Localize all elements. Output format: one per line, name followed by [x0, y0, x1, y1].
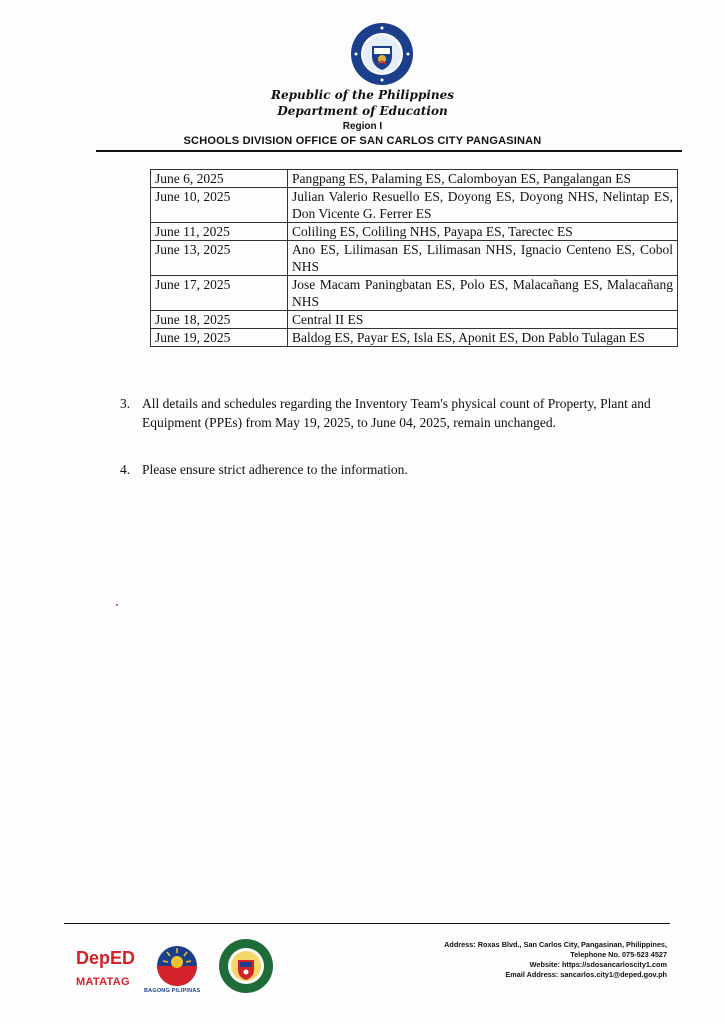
table-row [151, 170, 678, 188]
matatag-logo-text: MATATAG [76, 976, 130, 988]
region-heading: Region I [342, 121, 383, 132]
footer-address: Address: Roxas Blvd., San Carlos City, Pangasinan, Philippines, [444, 940, 667, 949]
schedule-date: June 10, 2025 [151, 188, 288, 223]
schedule-schools: Pangpang ES, Palaming ES, Calomboyan ES, Pangalangan ES [288, 170, 678, 188]
paragraph-3 [120, 394, 680, 434]
header-divider [96, 150, 682, 152]
schedule-date: June 17, 2025 [151, 276, 288, 311]
footer-logos [72, 938, 282, 1000]
table-row [151, 311, 678, 329]
republic-heading: Republic of the Philippines [270, 88, 455, 102]
paragraph-number: 3. [120, 396, 131, 411]
deped-seal-icon [350, 22, 414, 86]
schedule-date: June 13, 2025 [151, 241, 288, 276]
division-office-seal-icon [218, 938, 274, 994]
paragraph-text: All details and schedules regarding the Inventory Team's physical count of Property, Plant and Equipment (PPEs) from May 19, 2025, to June 04, 2025, remain unchanged. [142, 396, 651, 430]
bagong-pilipinas-text: BAGONG PILIPINAS [144, 988, 201, 994]
schedule-date: June 11, 2025 [151, 223, 288, 241]
schedule-schools: Jose Macam Paningbatan ES, Polo ES, Malacañang ES, Malacañang NHS [288, 276, 678, 311]
footer-email: Email Address: sancarlos.city1@deped.gov.ph [505, 970, 667, 979]
schedule-date: June 6, 2025 [151, 170, 288, 188]
table-row [151, 329, 678, 347]
schedule-schools: Central II ES [288, 311, 678, 329]
table-row [151, 188, 678, 223]
schedule-schools: Coliling ES, Coliling NHS, Payapa ES, Tarectec ES [288, 223, 678, 241]
schedule-date: June 19, 2025 [151, 329, 288, 347]
schedule-schools: Julian Valerio Resuello ES, Doyong ES, Doyong NHS, Nelintap ES, Don Vicente G. Ferrer ES [288, 188, 678, 223]
footer-divider [64, 923, 670, 924]
schedule-schools: Baldog ES, Payar ES, Isla ES, Aponit ES, Don Pablo Tulagan ES [288, 329, 678, 347]
department-heading: Department of Education [277, 104, 448, 118]
schedule-date: June 18, 2025 [151, 311, 288, 329]
footer-telephone: Telephone No. 075-523 4527 [570, 950, 667, 959]
table-row [151, 241, 678, 276]
paragraph-4 [120, 460, 680, 480]
table-row [151, 223, 678, 241]
table-row [151, 276, 678, 311]
office-heading: SCHOOLS DIVISION OFFICE OF SAN CARLOS CITY PANGASINAN [183, 135, 542, 147]
schedule-schools: Ano ES, Lilimasan ES, Lilimasan NHS, Ignacio Centeno ES, Cobol NHS [288, 241, 678, 276]
footer-website: Website: https://sdosancarloscity1.com [529, 960, 667, 969]
footer-contact [367, 940, 667, 980]
ink-speck [116, 604, 118, 606]
paragraph-number: 4. [120, 462, 131, 477]
schedule-table [150, 169, 678, 347]
deped-logo-text: DepED [76, 948, 136, 968]
deped-matatag-logo [72, 942, 142, 998]
paragraph-text: Please ensure strict adherence to the information. [142, 462, 408, 477]
